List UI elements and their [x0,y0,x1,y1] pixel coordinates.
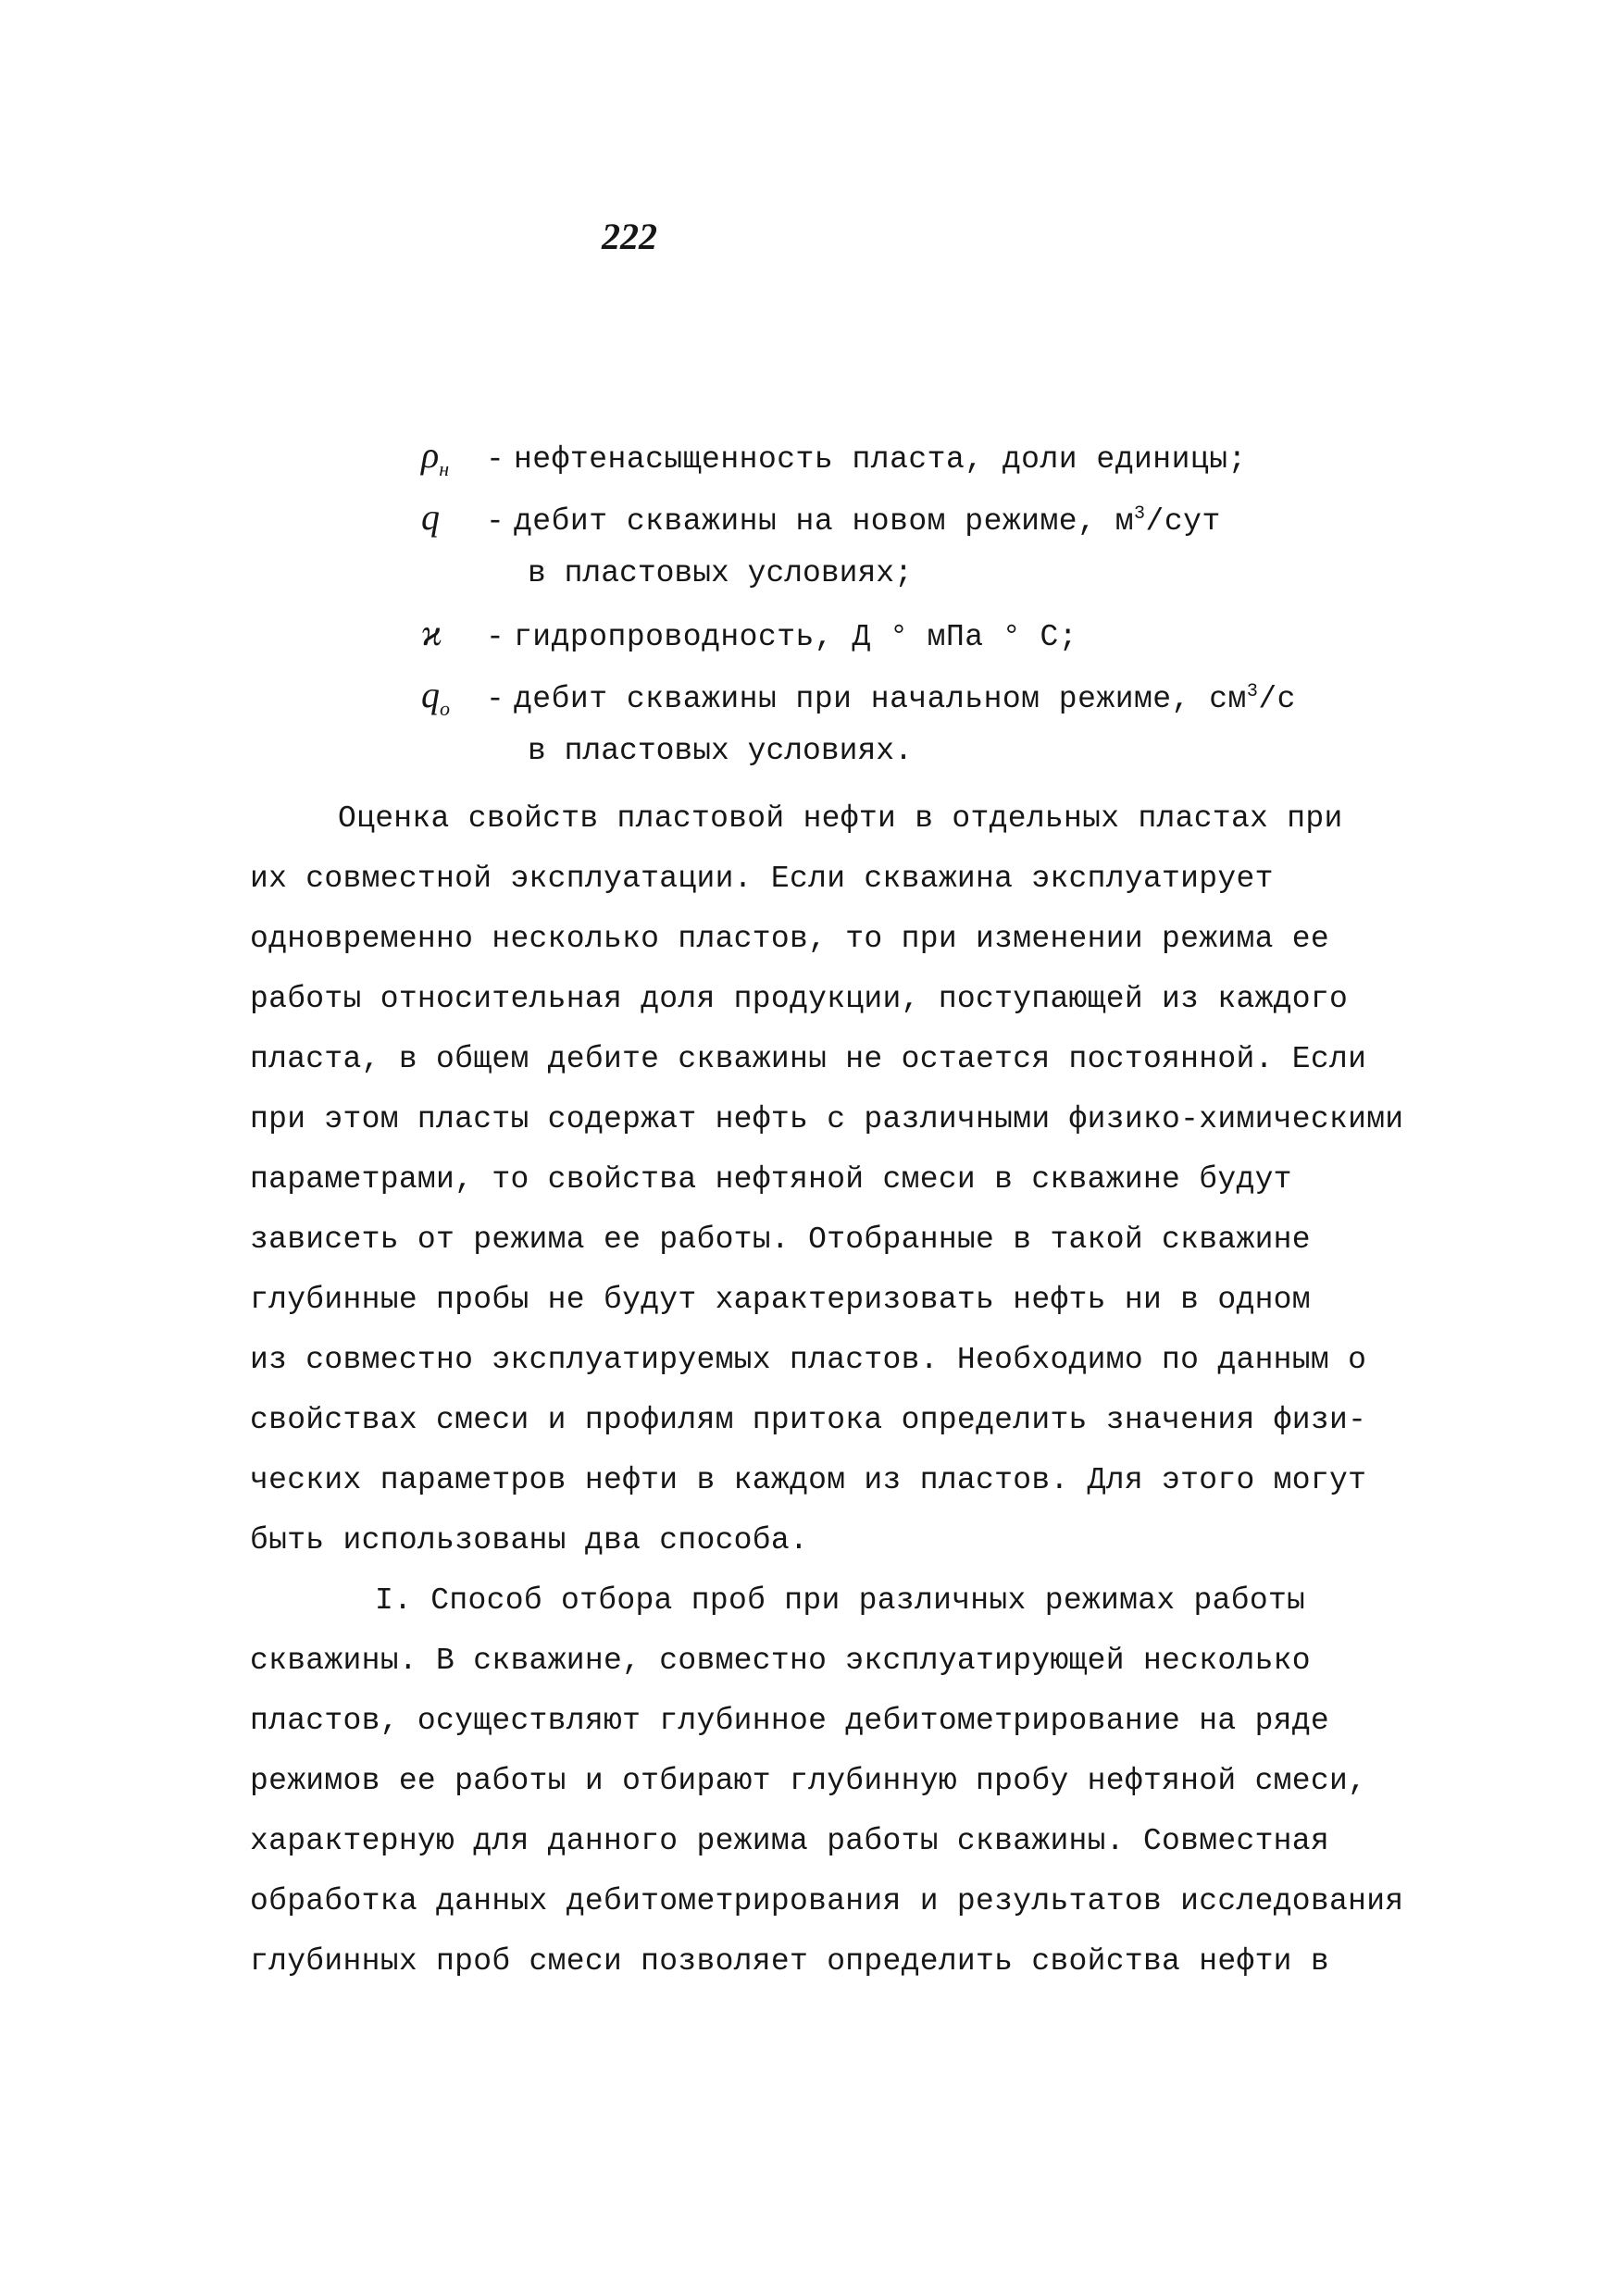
paragraph-line: свойствах смеси и профилям притока определить значения физи- [250,1403,1367,1437]
definition-text: нефтенасыщенность пласта, доли единицы; [514,442,1247,477]
paragraph-line: работы относительная доля продукции, поступающей из каждого [250,982,1349,1016]
paragraph-line: Оценка свойств пластовой нефти в отдельных пластах при [338,801,1343,836]
paragraph-line: из совместно эксплуатируемых пластов. Необходимо по данным о [250,1343,1367,1377]
paragraph-line: I. Способ отбора проб при различных режимах работы [375,1583,1306,1618]
definition-row [421,485,1439,544]
paragraph-line: скважины. В скважине, совместно эксплуатирующей несколько [250,1644,1311,1678]
symbol-definitions [421,426,1439,781]
paragraph-line: режимов ее работы и отбирают глубинную пробу нефтяной смеси, [250,1764,1367,1798]
paragraph-line: характерную для данного режима работы скважины. Совместная [250,1824,1329,1858]
paragraph-line: их совместной эксплуатации. Если скважина эксплуатирует [250,862,1274,896]
definition-symbol: ϰ [421,612,442,653]
paragraph-line: пласта, в общем дебите скважины не остается постоянной. Если [250,1042,1367,1076]
paragraph-line: пластов, осуществляют глубинное дебитометрирование на ряде [250,1704,1329,1738]
definition-symbol: q [421,496,440,538]
paragraph-line: зависеть от режима ее работы. Отобранные в такой скважине [250,1222,1311,1257]
definition-dash: - [486,682,504,716]
paragraph-line: обработка данных дебитометрирования и результатов исследования [250,1884,1404,1918]
paragraph-line: глубинные пробы не будут характеризовать нефть ни в одном [250,1283,1311,1317]
paragraph-line: при этом пласты содержат нефть с различными физико-химическими [250,1102,1404,1136]
definition-text: гидропроводность, Д ° мПа ° С; [514,620,1078,654]
definition-symbol: $\rho_н$ [421,434,450,480]
paragraph-line: одновременно несколько пластов, то при изменении режима ее [250,922,1329,956]
definition-row [421,603,1439,663]
definition-symbol: $q_о$ [421,674,450,720]
definition-text: дебит скважины на новом режиме, $м^3$/сут [514,503,1221,539]
definition-dash: - [486,442,504,477]
definition-dash: - [486,620,504,654]
definition-row [421,663,1439,722]
definition-row [421,426,1439,485]
paragraph-line: быть использованы два способа. [250,1523,809,1558]
definition-continuation: в пластовых условиях. [528,734,913,768]
definition-text: дебит скважины при начальном режиме, $см^3/с$ [514,681,1296,716]
definition-continuation: в пластовых условиях; [528,556,913,590]
definition-dash: - [486,504,504,539]
paragraph-line: ческих параметров нефти в каждом из пластов. Для этого могут [250,1463,1367,1497]
page-number: 222 [602,216,657,257]
body-text [250,788,1453,1992]
paragraph-line: глубинных проб смеси позволяет определить свойства нефти в [250,1944,1329,1979]
paragraph-line: параметрами, то свойства нефтяной смеси в скважине будут [250,1162,1292,1197]
